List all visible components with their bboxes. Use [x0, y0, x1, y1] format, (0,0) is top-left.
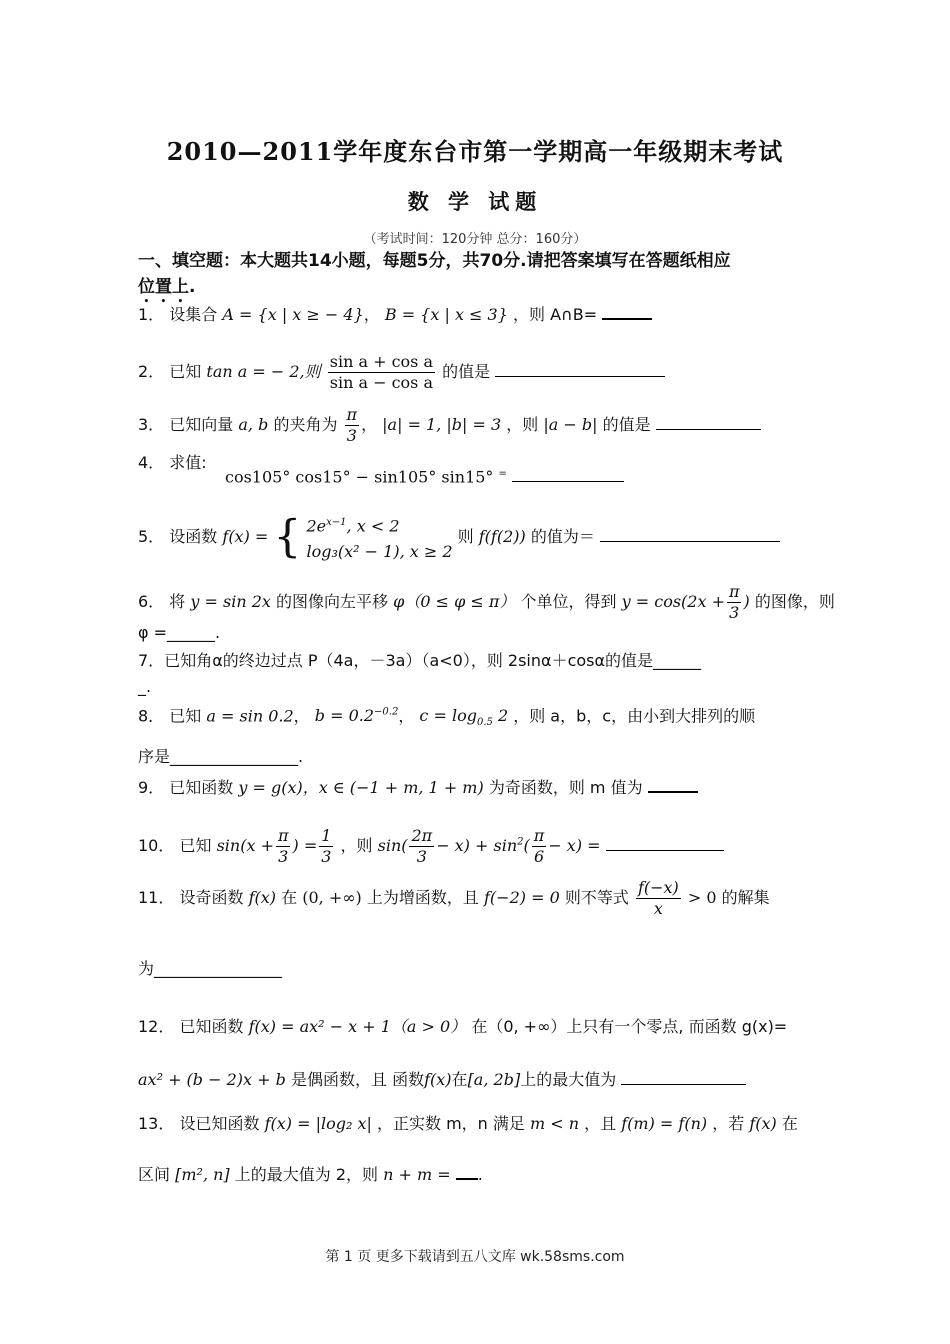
q3-ask1: ，则 — [506, 415, 539, 434]
q11-ask: 的解集 — [721, 888, 770, 907]
question-3: 3． 已知向量 a, b 的夹角为 $\frac{\pi}{3}$ ， |a| = 1, |b| = 3 ，则 |a − b| 的值是 — [138, 405, 818, 446]
q5-fx: f(x) = — [222, 527, 269, 547]
q13-c1: m < n — [529, 1114, 580, 1133]
q8-b-exp: −0.2 — [374, 707, 399, 718]
q3-angle-text: 的夹角为 — [273, 415, 338, 434]
q10-e2b: − x) = — [548, 836, 601, 855]
q13-line2a: 区间 — [138, 1165, 171, 1184]
q10-text: 已知 — [179, 836, 212, 855]
q10-cond-b: ) = — [292, 836, 318, 855]
q10-cond-num: π — [277, 826, 289, 845]
question-13 — [138, 1113, 818, 1135]
q12-g: ax² + (b − 2)x + b — [138, 1070, 286, 1089]
q3-vectors: a, b — [238, 415, 269, 434]
q13-text2: ，正实数 m，n 满足 — [376, 1114, 525, 1133]
question-10 — [138, 826, 818, 867]
q3-text: 已知向量 — [169, 415, 234, 434]
section-heading-emph: 位置上. — [138, 277, 196, 297]
question-11-line2 — [138, 958, 818, 980]
page-title: 2010—2011学年度东台市第一学期高一年级期末考试 — [166, 137, 784, 166]
q9-ask: 为奇函数，则 m 值为 — [488, 778, 643, 797]
q9-func: y = g(x)，x ∈ (−1 + m, 1 + m) — [238, 778, 484, 797]
question-6-line2 — [138, 622, 818, 644]
q5-case-2: log₃(x² − 1), x ≥ 2 — [306, 542, 453, 562]
q10-then: ，则 — [340, 836, 373, 855]
q13-interval: [m², n] — [175, 1165, 230, 1184]
q11-line2: 为________________ — [138, 959, 283, 978]
q6-func2-b: ) — [743, 592, 750, 611]
question-11 — [138, 878, 818, 919]
q2-number: 2． — [138, 362, 165, 381]
q1-text: 设集合 — [169, 305, 218, 324]
q13-line2b: 上的最大值为 2，则 — [234, 1165, 379, 1184]
q4-text: 求值: — [169, 453, 207, 472]
q13-text4: ，若 — [712, 1114, 745, 1133]
q6-func1: y = sin 2x — [190, 592, 271, 611]
q5-case-1 — [307, 510, 453, 539]
q8-c-sub: 0.5 — [476, 717, 493, 729]
q1-set-b: B = {x | x ≤ 3} — [384, 305, 508, 324]
q7-number: 7． — [138, 651, 165, 670]
q11-text3: 上为增函数，且 — [366, 888, 479, 907]
q2-answer-blank[interactable] — [495, 360, 665, 377]
q10-value-frac — [319, 826, 333, 867]
q11-text4: 则不等式 — [564, 888, 629, 907]
q10-e2-den: 6 — [533, 847, 545, 866]
q2-ask: 的值是 — [442, 362, 491, 381]
q2-denominator: sin a − cos a — [329, 373, 433, 392]
q13-answer-blank[interactable] — [456, 1162, 478, 1180]
q13-f2: f(x) — [749, 1114, 777, 1133]
q13-end: . — [477, 1165, 483, 1184]
q10-e1-sup: 2 — [517, 836, 524, 848]
q10-e1: sin( — [377, 836, 408, 855]
q10-number: 10． — [138, 836, 175, 855]
question-12 — [138, 1016, 818, 1038]
q13-f: f(x) = |log₂ x| — [264, 1114, 372, 1133]
q12-ask: 上的最大值为 — [520, 1070, 617, 1089]
q7-line2: _. — [138, 677, 152, 696]
q5-brace: { — [273, 511, 302, 563]
q6-func2 — [621, 582, 750, 622]
q12-text6: 在 — [451, 1070, 468, 1089]
q8-text: 已知 — [169, 706, 202, 726]
q12-text5: 函数 — [392, 1070, 425, 1089]
q4-answer-blank[interactable] — [512, 465, 624, 482]
q11-frac-den: x — [653, 899, 663, 918]
q9-text: 已知函数 — [169, 778, 234, 797]
q11-fraction — [636, 878, 681, 919]
q2-text: 已知 — [169, 362, 202, 381]
question-12-line2 — [138, 1068, 818, 1091]
page-footer: 第 1 页 更多下载请到五八文库 wk.58sms.com — [325, 1249, 625, 1265]
section-heading-text: 一、填空题：本大题共14小题，每题5分，共70分.请把答案填写在答题纸相应 — [138, 251, 731, 271]
q5-ask: 的值为＝ — [530, 527, 595, 547]
question-8: 8． 已知 a = sin 0.2， $b = 0.2^{-0.2}$， $c = \log_{0.5} 2$ ，则 a，b，c，由小到大排列的顺 — [138, 706, 756, 729]
q11-cond: f(−2) = 0 — [484, 888, 560, 907]
question-6 — [138, 582, 835, 623]
q3-answer-blank[interactable] — [656, 413, 761, 430]
q3-angle-num: π — [346, 405, 358, 424]
q13-text3: ，且 — [584, 1114, 617, 1133]
q2-condition: tan a = − 2,则 — [206, 362, 321, 381]
q1-number: 1． — [138, 305, 165, 324]
q1-answer-blank[interactable] — [602, 302, 652, 320]
q13-expr: n + m = — [383, 1165, 451, 1184]
question-9 — [138, 775, 818, 799]
q2-numerator: sin a + cos a — [329, 352, 433, 371]
q5-then: 则 — [457, 527, 474, 547]
q3-ask2: 的值是 — [602, 415, 651, 434]
q3-angle-den: 3 — [346, 426, 357, 445]
subject-title: 数 学 试题 — [407, 189, 543, 214]
q2-fraction — [328, 352, 435, 393]
q8-c — [419, 706, 509, 729]
q9-answer-blank[interactable] — [648, 775, 698, 793]
q10-cond-a: sin(x + — [216, 836, 274, 855]
q3-number: 3． — [138, 415, 165, 434]
q5-expr: f(f(2)) — [478, 527, 526, 547]
q12-answer-blank[interactable] — [621, 1068, 746, 1085]
q6-ask: φ =______. — [138, 623, 221, 642]
q6-func2-den: 3 — [729, 603, 740, 622]
q6-number: 6． — [138, 592, 165, 611]
q6-text4: 的图像，则 — [754, 592, 835, 611]
question-5 — [138, 510, 818, 565]
q6-text3: 个单位，得到 — [520, 592, 617, 611]
q5-number: 5． — [138, 527, 165, 547]
q11-number: 11． — [138, 888, 175, 907]
q10-cond-frac — [276, 826, 291, 867]
q10-e1-frac — [409, 826, 434, 867]
exam-info: （考试时间：120分钟 总分：160分） — [363, 232, 587, 247]
q7-line1: 已知角α的终边过点 P（4a，－3a）（a<0），则 2sinα＋cosα的值是______ — [164, 651, 702, 670]
q10-e2: ( — [523, 836, 530, 855]
q10-e1b: − x) + sin — [436, 836, 518, 855]
section-heading — [138, 248, 818, 307]
q8-b-base: b = 0.2 — [314, 706, 375, 726]
q11-text2: 在 — [281, 888, 298, 907]
q3-expression: |a − b| — [543, 415, 598, 434]
q8-c-base: c = log — [419, 706, 477, 726]
q12-text2: 在（0, +∞）上只有一个零点, — [471, 1017, 684, 1036]
q11-text1: 设奇函数 — [179, 888, 244, 907]
q4-eq: = — [498, 468, 507, 479]
question-4-expression — [225, 463, 905, 488]
q1-ask: ，则 A∩B= — [513, 305, 598, 324]
q3-moduli: |a| = 1, |b| = 3 — [382, 415, 502, 434]
q11-ineq: > 0 — [687, 888, 717, 907]
q11-f: f(x) — [248, 888, 277, 907]
q6-func2-num: π — [728, 582, 740, 601]
q10-e1-den: 3 — [416, 847, 427, 866]
q12-number: 12． — [138, 1017, 175, 1036]
question-7-line2 — [138, 676, 818, 698]
q12-interval: [a, 2b] — [467, 1070, 521, 1089]
q9-number: 9． — [138, 778, 165, 797]
q8-number: 8． — [138, 706, 165, 726]
q8-c-tail: 2 — [492, 706, 509, 726]
q5-case-1-base: 2e — [306, 516, 327, 536]
q11-frac-num: f(−x) — [637, 878, 679, 897]
q10-cond — [216, 826, 336, 866]
q8-line2: 序是________________. — [138, 747, 304, 766]
q5-case-1-exp: x−1 — [326, 517, 347, 528]
question-1: 1． 设集合 A = {x | x ≥ − 4}， B = {x | x ≤ 3} ，则 A∩B= — [138, 302, 818, 326]
q10-value-num: 1 — [321, 826, 332, 845]
q8-b — [315, 706, 399, 725]
q1-set-a: A = {x | x ≥ − 4} — [222, 305, 364, 324]
q11-interval: (0, +∞) — [302, 888, 362, 907]
q12-text4: 是偶函数，且 — [290, 1070, 387, 1089]
q6-func2-a: y = cos(2x + — [621, 592, 725, 611]
q12-f2: f(x) — [424, 1070, 452, 1089]
q10-value-den: 3 — [321, 847, 332, 866]
q8-a: a = sin 0.2 — [206, 706, 294, 726]
q5-cases — [307, 510, 453, 565]
q13-text1: 设已知函数 — [179, 1114, 260, 1133]
q5-case-1-cond: , x < 2 — [346, 516, 400, 536]
q12-text3: 而函数 g(x)= — [688, 1017, 788, 1036]
q5-answer-blank[interactable] — [600, 525, 780, 542]
q4-expr: cos105° cos15° − sin105° sin15° — [225, 467, 494, 487]
q10-cond-den: 3 — [278, 847, 289, 866]
q13-c2: f(m) = f(n) — [621, 1114, 708, 1133]
q8-ask: ，则 a，b，c，由小到大排列的顺 — [513, 706, 756, 726]
question-13-line2 — [138, 1162, 818, 1186]
question-8-line2 — [138, 746, 818, 768]
q13-text5: 在 — [781, 1114, 798, 1133]
q6-phi: φ（0 ≤ φ ≤ π） — [393, 592, 516, 611]
q10-e1-num: 2π — [411, 826, 433, 845]
q13-number: 13． — [138, 1114, 175, 1133]
q10-e2-num: π — [533, 826, 545, 845]
q10-e2-frac — [532, 826, 547, 867]
q10-answer-blank[interactable] — [606, 834, 724, 851]
q3-angle-fraction — [345, 405, 360, 446]
q12-text1: 已知函数 — [179, 1017, 244, 1036]
q6-text2: 的图像向左平移 — [276, 592, 389, 611]
q4-number: 4． — [138, 453, 165, 472]
q6-text1: 将 — [169, 592, 186, 611]
question-7 — [138, 650, 818, 672]
q5-text: 设函数 — [169, 527, 218, 547]
q12-f: f(x) = ax² − x + 1（a > 0） — [248, 1017, 467, 1036]
question-2 — [138, 352, 818, 393]
q6-func2-frac — [727, 582, 742, 623]
